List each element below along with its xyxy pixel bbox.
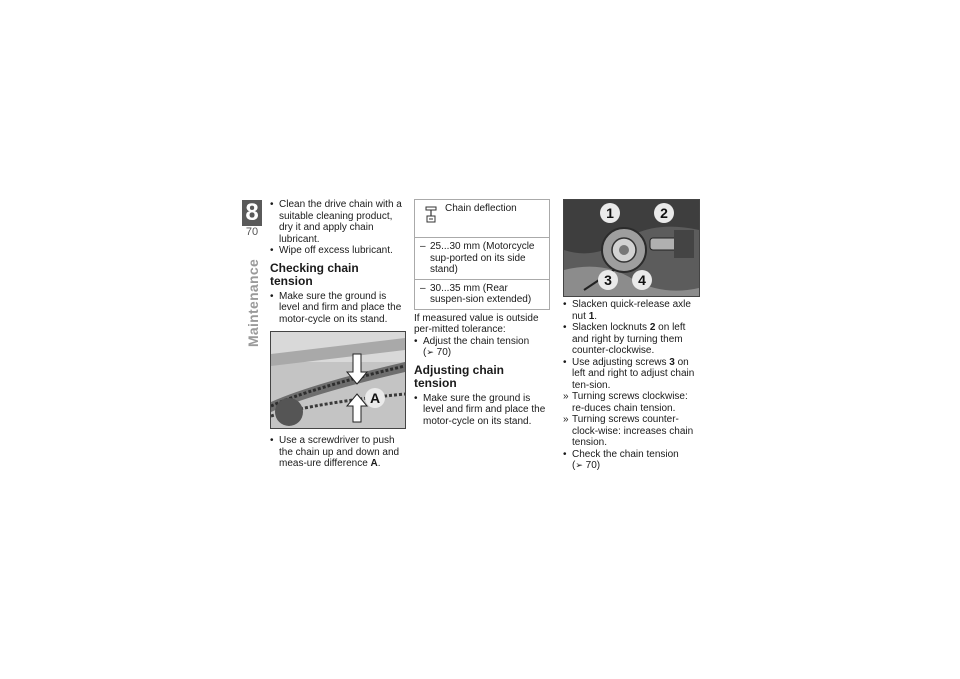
spec-value: – 25...30 mm (Motorcycle sup-ported on its side stand) xyxy=(420,241,546,276)
checking-heading: Checking chain tension xyxy=(270,260,359,288)
measure-steps xyxy=(270,435,404,470)
cleaning-bullets xyxy=(270,199,404,257)
spec-header xyxy=(415,200,549,238)
arrow-ref-icon: ➢ xyxy=(575,460,583,470)
list-item xyxy=(563,357,699,392)
list-item xyxy=(563,299,699,322)
step-text: Slacken quick-release axle nut xyxy=(572,299,691,322)
result-item: » Turning screws counter-clock-wise: increases chain tension. xyxy=(563,414,699,449)
checking-steps xyxy=(270,291,404,326)
section-label-text: Maintenance xyxy=(245,258,261,348)
list-item xyxy=(563,322,699,357)
measure-text: Use a screwdriver to push the chain up and down and meas-ure difference xyxy=(279,435,400,469)
arrow-ref-icon: ➢ xyxy=(426,347,434,357)
step-ref: 3 xyxy=(669,356,675,368)
axle-photo xyxy=(563,199,700,297)
wrench-spec-icon xyxy=(425,206,437,224)
spec-table xyxy=(414,199,550,310)
column-2 xyxy=(414,199,548,427)
result-item: » Turning screws clockwise: re-duces chain tension. xyxy=(563,391,699,414)
step-ref: 1 xyxy=(588,310,595,322)
spec-title: Chain deflection xyxy=(445,203,517,214)
check-text: Check the chain tension xyxy=(572,448,679,460)
chain-photo-illustration xyxy=(271,332,405,428)
tolerance-text: If measured value is outside per-mitted tolerance: xyxy=(414,312,539,335)
spec-row xyxy=(415,238,549,280)
callout-4: 4 xyxy=(632,270,652,290)
list-item xyxy=(270,435,404,470)
list-item: • Adjust the chain tension (➢ 70) xyxy=(414,336,548,359)
step-end: on left and right to adjust chain ten-sion. xyxy=(572,356,695,391)
list-item: • Check the chain tension (➢ 70) xyxy=(563,449,699,472)
list-item: • Clean the drive chain with a suitable cleaning product, dry it and apply chain lubricant. xyxy=(270,199,404,245)
adjusting-heading: Adjusting chain tension xyxy=(414,362,504,390)
callout-3: 3 xyxy=(598,270,618,290)
callout-a: A xyxy=(365,388,385,408)
check-ref: 70) xyxy=(585,460,601,471)
adjusting-steps xyxy=(414,393,548,428)
section-label xyxy=(243,248,263,358)
chapter-number: 8 xyxy=(242,200,262,226)
adjust-steps xyxy=(563,299,699,472)
list-item: • Make sure the ground is level and firm and place the motor-cycle on its stand. xyxy=(414,393,548,428)
step-text: Slacken locknuts xyxy=(572,322,650,333)
step-end: on left and right by turning them counter-clockwise. xyxy=(572,322,686,356)
callout-1: 1 xyxy=(600,203,620,223)
column-3 xyxy=(563,299,699,472)
list-item: • Wipe off excess lubricant. xyxy=(270,245,404,257)
spec-value: – 30...35 mm (Rear suspen-sion extended) xyxy=(420,283,546,306)
callout-2: 2 xyxy=(654,203,674,223)
list-item: • Make sure the ground is level and firm and place the motor-cycle on its stand. xyxy=(270,291,404,326)
page-number: 70 xyxy=(245,226,259,238)
adjust-ref: 70) xyxy=(436,347,452,358)
step-text: Use adjusting screws xyxy=(572,356,670,368)
column-1 xyxy=(270,199,404,470)
measure-ref-a: A xyxy=(370,458,378,469)
measure-end: . xyxy=(377,458,381,469)
step-end: . xyxy=(594,310,598,322)
chain-photo xyxy=(270,331,406,429)
step-ref: 2 xyxy=(649,322,656,333)
spec-row xyxy=(415,280,549,309)
adjust-text: Adjust the chain tension xyxy=(423,335,530,347)
adjust-bullets xyxy=(414,336,548,359)
